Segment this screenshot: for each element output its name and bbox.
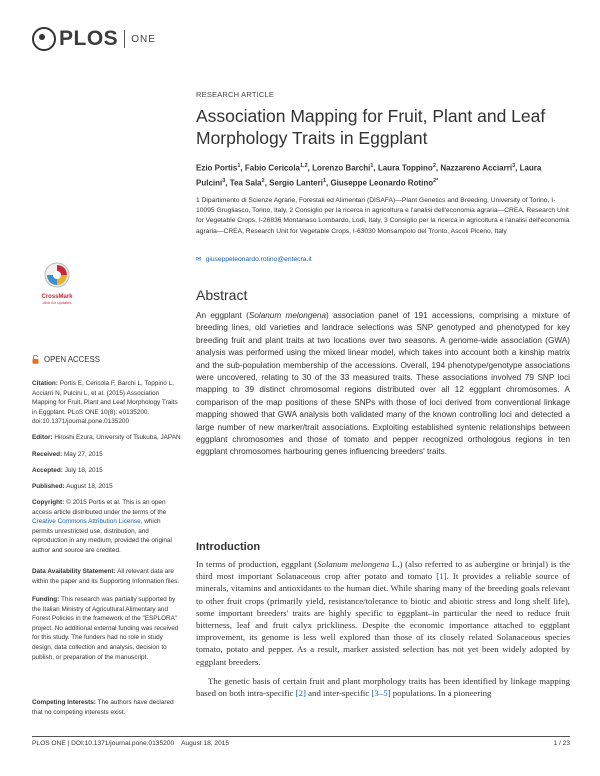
crossmark-badge[interactable] (36, 262, 78, 305)
competing-text: The authors have declared that no competing interests exist. (32, 699, 174, 716)
accepted-date: July 18, 2015 (64, 467, 103, 474)
brand-name: PLOS (59, 27, 119, 50)
published-label: Published: (32, 483, 65, 490)
copyright-block (32, 498, 182, 556)
reference-link-2[interactable]: [2] (295, 688, 306, 699)
footer-doi: PLOS ONE | DOI:10.1371/journal.pone.0135200 August 18, 2015 (32, 740, 230, 747)
citation-label: Citation: (32, 380, 58, 387)
intro-p1-a: In terms of production, eggplant ( (196, 559, 318, 569)
intro-p2-c: populations. In a pioneering (390, 688, 492, 699)
editor-text: Hiroshi Ezura, University of Tsukuba, JAPAN (54, 434, 181, 441)
editor-label: Editor: (32, 434, 53, 441)
author-affiliation-mark: 1 (237, 163, 241, 169)
abstract-text (196, 310, 570, 459)
article-type-label: RESEARCH ARTICLE (196, 90, 275, 99)
author-name: Sergio Lanteri (269, 178, 323, 188)
intro-p1-b: L.) (also referred to as aubergine or brinjal) is the third most important Solanaceous crop after potato and tomato (196, 559, 570, 582)
author-name: Laura Pulcini (196, 163, 542, 188)
journal-name: ONE (131, 33, 156, 45)
author-affiliation-mark: 2 (261, 177, 265, 184)
published-date: August 18, 2015 (66, 483, 113, 490)
author-name: Tea Sala (229, 178, 262, 188)
page-footer (32, 736, 570, 747)
article-title: Association Mapping for Fruit, Plant and Leaf Morphology Traits in Eggplant (196, 106, 546, 148)
logo-divider (124, 30, 125, 48)
introduction-paragraph-2 (196, 675, 570, 699)
open-access-badge (32, 355, 182, 364)
author-affiliation-mark: 1,2 (299, 163, 308, 169)
abstract-heading: Abstract (196, 287, 248, 303)
crossmark-sub: click for updates (42, 300, 72, 305)
author-name: Laura Toppino (377, 163, 433, 173)
availability-label: Data Availability Statement: (32, 568, 116, 575)
abstract-rest: ) association panel of 191 accessions, comprising a mixture of breeding lines, old varieties and landrace selections was SNP genotyped and phenotyped for key breeding fruit and plant traits at two locations over two seasons. A genome-wide association (GWA) analysis was performed using the mixed linear model, which takes into account both a kinship matrix and the sub-population membership of the accessions. Overall, 194 phenotype/genotype associations were uncovered, relating to 30 of the 33 measured traits. These associations involved 79 SNP loci mapping to 39 distinct chromosomal regions distributed over all 12 eggplant chromosomes. A comparison of the map positions of these SNPs with those of loci derived from conventional linkage mapping showed that GWA analysis both validated many of the known controlling loci and detected a large number of new marker/trait associations. Exploiting established syntenic relationships between eggplant chromosomes and those of tomato and pepper recognized orthologous regions in ten eggplant chromosomes harbouring genes influencing breeders' traits. (196, 311, 570, 457)
crossmark-label: CrossMark (41, 294, 73, 300)
author-name: Ezio Portis (196, 163, 238, 173)
introduction-paragraph-1 (196, 558, 570, 668)
author-name: Fabio Cericola (244, 163, 300, 173)
author-affiliation-mark: 3 (512, 163, 516, 169)
availability-text: All relevant data are within the paper and its Supporting Information files. (32, 568, 180, 585)
intro-p2-b: and inter-specific (305, 688, 372, 699)
received-block (32, 450, 182, 460)
author-affiliation-mark: 1 (322, 177, 326, 184)
corresponding-email[interactable] (196, 255, 570, 263)
abstract-species: Solanum melongena (248, 311, 327, 320)
author-affiliation-mark: 3 (222, 177, 226, 184)
author-name: Giuseppe Leonardo Rotino (330, 178, 434, 188)
received-label: Received: (32, 451, 63, 458)
author-affiliation-mark: 2 (432, 163, 436, 169)
data-availability-block (32, 567, 182, 586)
author-list: Ezio Portis$^1$, Fabio Cericola$^{1,2}$, Lorenzo Barchi$^1$, Laura Toppino$^2$, Nazzareno Acciarri$^3$, Laura Pulcini$^3$, Tea Sala$^2$, Sergio Lanteri$^1$, Giuseppe Leonardo Rotino$^{2*}$ (196, 163, 542, 188)
open-access-label: OPEN ACCESS (44, 355, 100, 364)
copyright-text-a: © 2015 Portis et al. This is an open access article distributed under the terms of the (32, 499, 167, 516)
author-name: Nazzareno Acciarri (440, 163, 513, 173)
funding-text: This research was partially supported by the Italian Ministry of Agricultural Alimentary and Forest Policies in the framework of the "ESPLORA" project. No additional external funding was received for this study. The funders had no role in study design, data collection and analysis, decision to publish, or preparation of the manuscript. (32, 596, 179, 661)
reference-link-1[interactable]: [1] (436, 571, 447, 582)
accepted-block (32, 466, 182, 476)
reference-link-3-5[interactable]: [3–5] (371, 688, 391, 699)
intro-species: Solanum melongena (317, 559, 390, 569)
citation-block (32, 379, 182, 427)
affiliations: 1 Dipartimento di Scienze Agrarie, Forestali ed Alimentari (DISAFA)—Plant Genetics and Breeding, University of Torino, I-10095 Grugliasco, Torino, Italy, 2 Consiglio per la ricerca in agricoltura e l'analisi dell'economia agraria—CREA, Research Unit for Vegetable Crops, I-26836 Montanaso Lombardo, Lodi, Italy, 3 Consiglio per la ricerca in agricoltura e l'analisi dell'economia agraria—CREA, Research Unit for Vegetable Crops, I-63030 Monsampolo del Tronto, Ascoli Piceno, Italy (196, 197, 570, 235)
accepted-label: Accepted: (32, 467, 63, 474)
author-affiliation-mark: 2* (433, 177, 439, 184)
competing-label: Competing Interests: (32, 699, 96, 706)
author-affiliation-mark: 1 (370, 163, 374, 169)
copyright-text-b: , which permits unrestricted use, distribution, and reproduction in any medium, provided the original author and source are credited. (32, 518, 172, 554)
plos-logo (32, 26, 156, 52)
competing-interests-block (32, 698, 182, 717)
funding-label: Funding: (32, 596, 60, 603)
editor-block (32, 433, 182, 443)
intro-p2-a: The genetic basis of certain fruit and plant morphology traits has been identified by linkage mapping based on both intra-specific (196, 676, 570, 699)
crossmark-icon (44, 262, 70, 288)
copyright-label: Copyright: (32, 499, 65, 506)
plos-logo-icon (32, 27, 56, 51)
funding-block (32, 595, 182, 662)
citation-text: Portis E, Cericola F, Barchi L, Toppino L, Acciarri N, Pulcini L, et al. (2015) Association Mapping for Fruit, Plant and Leaf Morphology Traits in Eggplant. PLoS ONE 10(8): e0135200. doi:10.1371/journal.pone.0135200 (32, 380, 178, 426)
intro-p1-c: . It provides a reliable source of minerals, vitamins and antioxidants to the human diet. While sharing many of the breeding goals relevant to other fruit crops (primarily yield, resistance/tolerance to biotic and abiotic stress and long shelf life), some important breeders' traits are highly specific to eggplant–in particular the need to reduce fruit bitterness, leaf and fruit calyx prickliness. Despite the economic importance attached to eggplant improvement, its genome is less well explored than those of its closely related Solanaceous species tomato, potato and pepper. As a result, marker assisted selection has not yet been widely adopted by eggplant breeders. (196, 571, 570, 667)
open-lock-icon (32, 355, 39, 364)
license-link[interactable]: Creative Commons Attribution License (32, 518, 141, 526)
abstract-prefix: An eggplant ( (196, 311, 249, 320)
page-number: 1 / 23 (553, 740, 570, 747)
introduction-heading: Introduction (196, 541, 261, 553)
email-text[interactable]: giuseppeleonardo.rotino@entecra.it (205, 256, 312, 263)
published-block (32, 482, 182, 492)
received-date: May 27, 2015 (63, 451, 103, 458)
author-name: Lorenzo Barchi (312, 163, 371, 173)
email-icon: ✉ (196, 256, 202, 263)
